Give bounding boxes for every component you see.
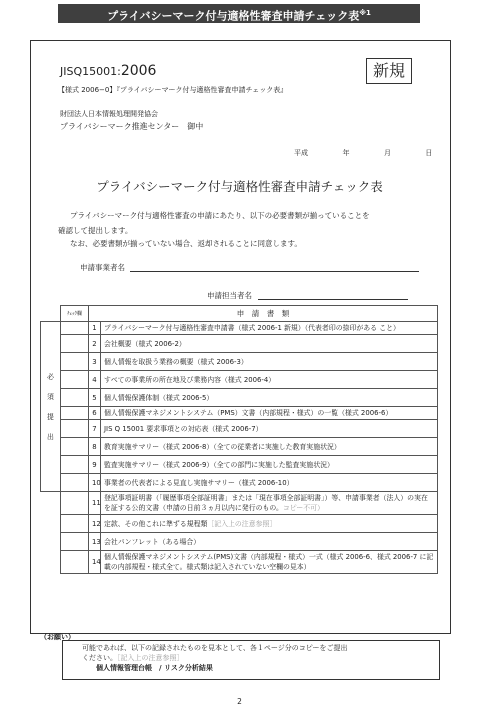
row-text: プライバシーマーク付与適格性審査申請書（様式 2006-1 新規）（代表者印の捺印がある こと） bbox=[101, 322, 438, 335]
row-text-main: 定款、その他これに準ずる規程類 bbox=[104, 519, 208, 528]
table-row bbox=[41, 389, 438, 407]
page-number: 2 bbox=[237, 697, 242, 706]
contact-label: 申請担当者名 bbox=[207, 291, 252, 300]
row-number: 12 bbox=[89, 515, 101, 533]
applicant-input-line[interactable] bbox=[130, 271, 419, 272]
check-box[interactable] bbox=[61, 389, 89, 407]
check-box[interactable] bbox=[61, 533, 89, 551]
date-field[interactable] bbox=[294, 148, 432, 158]
row-number: 8 bbox=[89, 438, 101, 456]
row-number: 1 bbox=[89, 322, 101, 335]
row-text-note: ［記入上の注意参照］ bbox=[207, 519, 277, 528]
table-row bbox=[41, 551, 438, 574]
row-number: 13 bbox=[89, 533, 101, 551]
table-row bbox=[41, 322, 438, 335]
row-text: 個人情報保護マネジメントシステム（PMS）文書（内部規程・様式）の一覧（様式 2006-6） bbox=[101, 407, 438, 420]
row-number: 11 bbox=[89, 492, 101, 515]
intro-line-1: プライバシーマーク付与適格性審査の申請にあたり、以下の必要書類が揃っていることを bbox=[70, 211, 370, 220]
check-box[interactable] bbox=[61, 335, 89, 353]
request-line-2-text: ください。 bbox=[82, 654, 117, 662]
header-title: プライバシーマーク付与適格性審査申請チェック表 bbox=[107, 9, 360, 23]
date-era: 平成 bbox=[294, 149, 308, 157]
row-text bbox=[101, 492, 438, 515]
check-box[interactable] bbox=[61, 420, 89, 438]
jis-standard bbox=[60, 63, 156, 79]
contact-input-line[interactable] bbox=[258, 299, 408, 300]
row-text-note: コピー不可） bbox=[282, 504, 324, 512]
page-header-bar bbox=[58, 4, 420, 23]
document-title: プライバシーマーク付与適格性審査申請チェック表 bbox=[96, 179, 383, 194]
required-submission-label: 必 須 提 出 bbox=[41, 322, 61, 492]
applicant-label: 申請事業者名 bbox=[80, 263, 125, 272]
row-text: 個人情報保護マネジメントシステム(PMS)文書（内部規程・様式）一式（様式 2006-6、様式 2006-7 に記載の内部規程・様式全て。様式類は記入されていない空欄の見本） bbox=[101, 551, 438, 574]
check-box[interactable] bbox=[61, 551, 89, 574]
check-box[interactable] bbox=[61, 515, 89, 533]
table-row bbox=[41, 371, 438, 389]
org-center: プライバシーマーク推進センター 御中 bbox=[60, 122, 204, 131]
table-row bbox=[41, 335, 438, 353]
row-number: 14 bbox=[89, 551, 101, 574]
request-line-3: 個人情報管理台帳 / リスク分析結果 bbox=[96, 664, 213, 672]
request-line-1: 可能であれば、以下の記録されたものを見本として、各１ページ分のコピーをご提出 bbox=[82, 644, 348, 652]
row-number: 3 bbox=[89, 353, 101, 371]
row-number: 6 bbox=[89, 407, 101, 420]
date-year-label: 年 bbox=[342, 149, 350, 157]
request-line-2 bbox=[82, 653, 439, 663]
row-text: すべての事業所の所在地及び業務内容（様式 2006-4） bbox=[101, 371, 438, 389]
row-text: 会社概要（様式 2006-2） bbox=[101, 335, 438, 353]
table-header-row bbox=[41, 306, 438, 322]
jis-year: 2006 bbox=[120, 63, 157, 79]
row-text: 監査実施サマリー（様式 2006-9）（全ての部門に実施した監査実施状況） bbox=[101, 456, 438, 474]
date-month-label: 月 bbox=[383, 149, 391, 157]
form-label: 【様式 2006−0】『プライバシーマーク付与適格性審査申請チェック表』 bbox=[58, 86, 288, 94]
request-label: （お願い） bbox=[40, 633, 75, 641]
table-row bbox=[41, 456, 438, 474]
intro-line-3: なお、必要書類が揃っていない場合、返却されることに同意します。 bbox=[70, 239, 302, 248]
table-row bbox=[41, 492, 438, 515]
row-number: 4 bbox=[89, 371, 101, 389]
header-note-mark: ※1 bbox=[359, 9, 371, 17]
document-checklist-table bbox=[40, 305, 438, 574]
request-box bbox=[62, 640, 440, 680]
check-box[interactable] bbox=[61, 322, 89, 335]
check-box[interactable] bbox=[61, 492, 89, 515]
check-box[interactable] bbox=[61, 474, 89, 492]
new-application-badge: 新規 bbox=[366, 58, 412, 84]
row-number: 5 bbox=[89, 389, 101, 407]
table-row bbox=[41, 407, 438, 420]
row-number: 9 bbox=[89, 456, 101, 474]
row-text: 会社パンフレット（ある場合） bbox=[101, 533, 438, 551]
org-name: 財団法人日本情報処理開発協会 bbox=[60, 110, 158, 118]
row-text-main: 登記事項証明書（「履歴事項全部証明書」または「現在事項全部証明書」）等、申請事業者（法人）の実在を証する公的文書（申請の日前３ヵ月以内に発行のもの。 bbox=[104, 494, 428, 512]
intro-line-2: 確認して提出します。 bbox=[58, 226, 133, 235]
row-text bbox=[101, 515, 438, 533]
check-box[interactable] bbox=[61, 353, 89, 371]
row-text: 個人情報を取扱う業務の概要（様式 2006-3） bbox=[101, 353, 438, 371]
row-text: 事業者の代表者による見直し実施サマリー（様式 2006-10） bbox=[101, 474, 438, 492]
request-line-2-note: ［記入上の注意参照］ bbox=[117, 654, 184, 662]
check-box[interactable] bbox=[61, 438, 89, 456]
row-number: 7 bbox=[89, 420, 101, 438]
row-number: 10 bbox=[89, 474, 101, 492]
jis-prefix: JISQ15001: bbox=[60, 65, 121, 78]
check-column-header: ﾁｪｯｸ欄 bbox=[61, 306, 89, 322]
row-text: JIS Q 15001 要求事項との対応表（様式 2006-7） bbox=[101, 420, 438, 438]
date-day-label: 日 bbox=[425, 149, 433, 157]
check-box[interactable] bbox=[61, 371, 89, 389]
check-box[interactable] bbox=[61, 407, 89, 420]
table-row bbox=[41, 353, 438, 371]
table-row bbox=[41, 474, 438, 492]
table-row bbox=[41, 533, 438, 551]
row-text: 教育実施サマリー（様式 2006-8）（全ての従業者に実施した教育実施状況） bbox=[101, 438, 438, 456]
docs-column-header: 申 請 書 類 bbox=[89, 306, 438, 322]
table-row bbox=[41, 438, 438, 456]
table-row bbox=[41, 515, 438, 533]
row-number: 2 bbox=[89, 335, 101, 353]
check-box[interactable] bbox=[61, 456, 89, 474]
row-text: 個人情報保護体制（様式 2006-5） bbox=[101, 389, 438, 407]
table-row bbox=[41, 420, 438, 438]
